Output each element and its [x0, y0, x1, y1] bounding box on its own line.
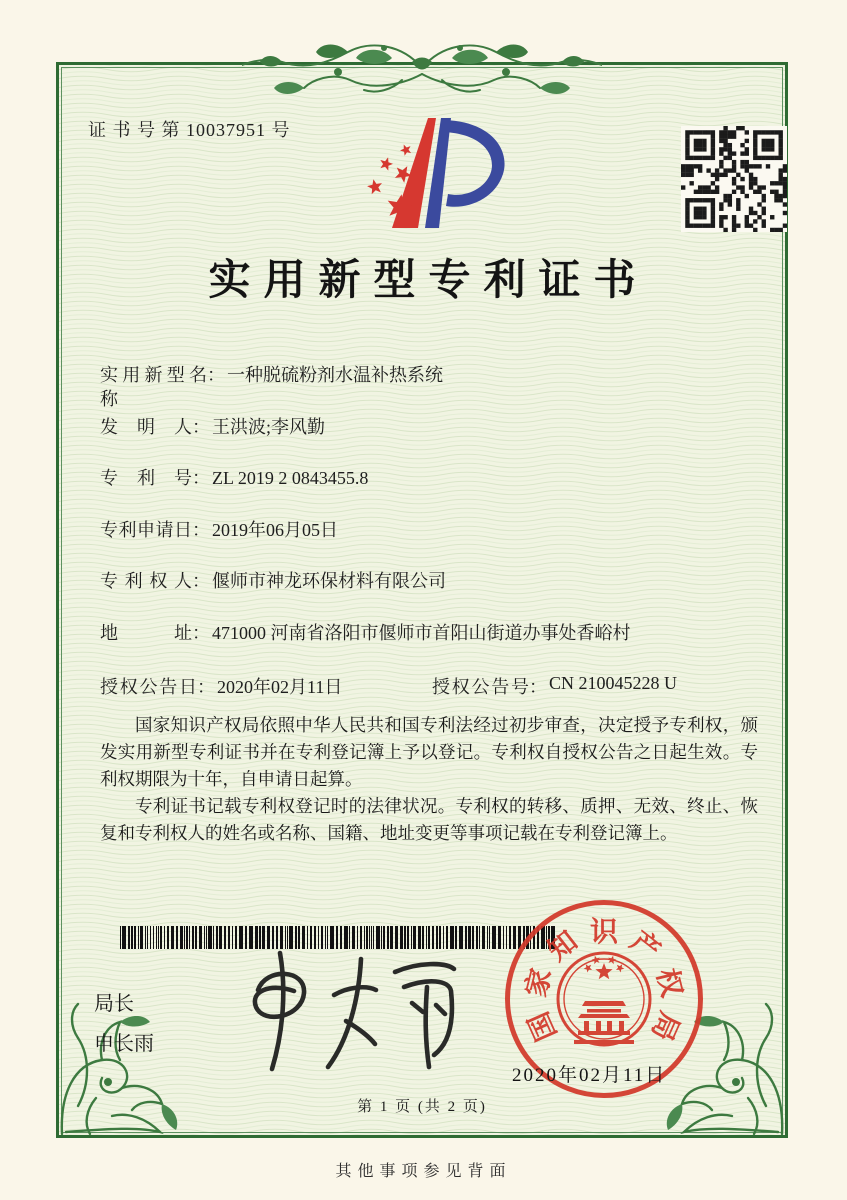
- field-label: 地址: [100, 622, 192, 643]
- field-label: 授权公告日: [100, 677, 197, 697]
- field-value: 471000 河南省洛阳市偃师市首阳山街道办事处香峪村: [212, 622, 631, 643]
- field-value: 2019年06月05日: [212, 519, 338, 540]
- field-value: 2020年02月11日: [217, 677, 343, 697]
- officer-title: 局长: [94, 993, 134, 1015]
- field-colon: ：: [192, 622, 210, 643]
- seal-ring-char: 权: [650, 965, 687, 1001]
- field-value: ZL 2019 2 0843455.8: [212, 468, 369, 488]
- officer-block: [94, 984, 154, 1064]
- field-label: 专利号: [100, 468, 192, 488]
- officer-name: 申长雨: [94, 1033, 154, 1055]
- grant-date: [100, 673, 432, 699]
- legal-paragraph-2: 专利证书记载专利权登记时的法律状况。专利权的转移、质押、无效、终止、恢复和专利权人的姓名或名称、国籍、地址变更等事项记载在专利登记簿上。: [100, 796, 758, 843]
- certificate-number: 证 书 号 第 10037951 号: [88, 120, 291, 140]
- grant-row: [100, 673, 760, 699]
- field-value: 王洪波;李风勤: [212, 416, 326, 437]
- field-label: 专利权人: [100, 571, 192, 591]
- field-colon: ：: [192, 519, 210, 540]
- field-colon: ：: [197, 677, 215, 697]
- certificate-title: 实用新型专利证书: [208, 258, 649, 304]
- field-colon: ：: [529, 677, 547, 697]
- seal-ring-char: 产: [624, 925, 666, 968]
- field-colon: ：: [207, 365, 225, 385]
- field-row-address: [100, 621, 760, 673]
- field-row-filing-date: [100, 518, 760, 570]
- field-row-patent-no: [100, 466, 760, 518]
- seal-ring-char: 知: [542, 925, 584, 968]
- field-row-inventor: [100, 415, 760, 467]
- legal-paragraph-1: 国家知识产权局依照中华人民共和国专利法经过初步审查，决定授予专利权，颁发实用新型专利证书并在专利登记簿上予以登记。专利权自授权公告之日起生效。专利权期限为十年，自申请日起算。: [100, 715, 758, 789]
- field-list: [100, 363, 760, 672]
- field-label: 授权公告号: [432, 677, 529, 697]
- cnipa-logo-icon: [342, 110, 518, 236]
- handwritten-signature-icon: [228, 945, 463, 1075]
- field-value: 一种脱硫粉剂水温补热系统: [227, 365, 443, 385]
- field-colon: ：: [192, 571, 210, 591]
- field-row-patentee: [100, 569, 760, 621]
- field-colon: ：: [192, 468, 210, 488]
- grant-number: [432, 673, 677, 699]
- seal-ring-char: 识: [589, 917, 619, 948]
- field-label: 专利申请日: [100, 519, 192, 540]
- page-number: 第 1 页 (共 2 页): [357, 1099, 487, 1115]
- seal-ring-char: 局: [644, 1006, 685, 1046]
- qr-code-icon: [681, 126, 787, 232]
- field-value: CN 210045228 U: [549, 673, 678, 693]
- seal-date: 2020年02月11日: [512, 1065, 667, 1086]
- seal-ring-char: 家: [521, 965, 558, 1001]
- field-label: 实用新型名称: [100, 365, 207, 409]
- top-floral-ornament-icon: [242, 28, 602, 102]
- field-value: 偃师市神龙环保材料有限公司: [212, 571, 446, 591]
- field-colon: ：: [192, 416, 210, 437]
- legal-text: [100, 712, 758, 847]
- seal-ring-char: 国: [523, 1006, 564, 1046]
- field-label: 发明人: [100, 416, 192, 437]
- back-side-note: 其他事项参见背面: [335, 1163, 512, 1180]
- field-row-utility-name: [100, 363, 760, 415]
